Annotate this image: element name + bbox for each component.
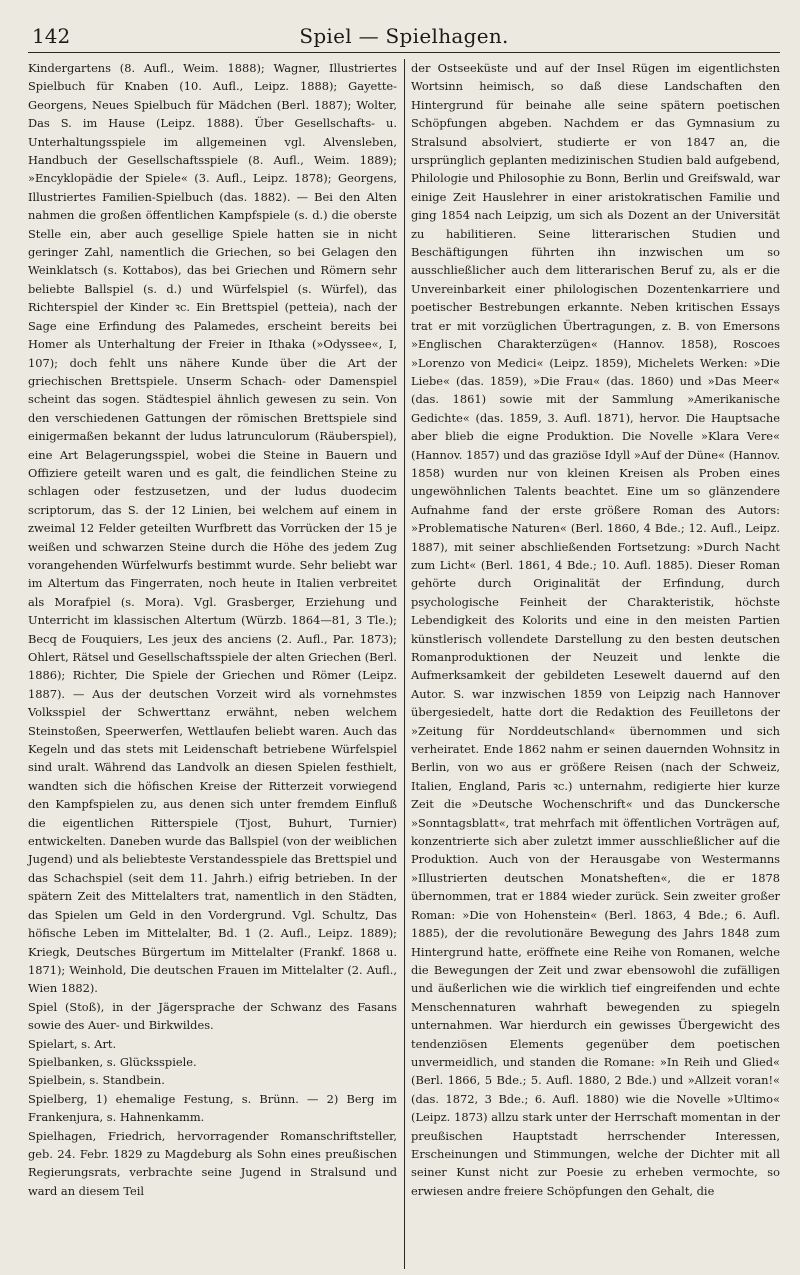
entry-spiel-jaeger: Spiel (Stoß), in der Jägersprache der Schwanz des Fasans sowie des Auer- und Birkwildes. xyxy=(28,999,397,1033)
entry-spielbein: Spielbein, s. Standbein. xyxy=(28,1073,165,1088)
left-column xyxy=(28,59,397,1269)
page-title: Spiel — Spielhagen. xyxy=(299,24,509,48)
paragraph-spielhagen-continued: der Ostseeküste und auf der Insel Rügen im eigentlichsten Wortsinn heimisch, so daß diese Landschaften den Hintergrund für beinahe alle seine spätern poetischen Schöpfungen abgeben. Nachdem er das Gymnasium zu Stralsund absolviert, studierte er von 1847 an, die ursprünglich geplanten medizinischen Studien bald aufgebend, Philologie und Philosophie zu Bonn, Berlin und Greifswald, war einige Zeit Hauslehrer in einer aristokratischen Familie und ging 1854 nach Leipzig, um sich als Dozent an der Universität zu habilitieren. Seine litterarischen Studien und Beschäftigungen führten ihn inzwischen um so ausschließlicher auch dem litterarischen Beruf zu, als er die Unvereinbarkeit einer philologischen Dozentenkarriere und poetischer Bestrebungen erkannte. Neben kritischen Essays trat er mit vorzüglichen Übertragungen, z. B. von Emersons »Englischen Charakterzügen« (Hannov. 1858), Roscoes »Lorenzo von Medici« (Leipz. 1859), Michelets Werken: »Die Liebe« (das. 1859), »Die Frau« (das. 1860) und »Das Meer« (das. 1861) sowie mit der Sammlung »Amerikanische Gedichte« (das. 1859, 3. Aufl. 1871), hervor. Die Hauptsache aber blieb die eigne Produktion. Die Novelle »Klara Vere« (Hannov. 1857) und das graziöse Idyll »Auf der Düne« (Hannov. 1858) wurden nur von kleinen Kreisen als Proben eines ungewöhnlichen Talents beachtet. Eine um so glänzendere Aufnahme fand der erste größere Roman des Autors: »Problematische Naturen« (Berl. 1860, 4 Bde.; 12. Aufl., Leipz. 1887), mit seiner abschließenden Fortsetzung: »Durch Nacht zum Licht« (Berl. 1861, 4 Bde.; 10. Aufl. 1885). Dieser Roman gehörte durch Originalität der Erfindung, durch psychologische Feinheit der Charakteristik, höchste Lebendigkeit des Kolorits und eine in den meisten Partien künstlerisch vollendete Darstellung zu den besten deutschen Romanproduktionen der Neuzeit und lenkte die Aufmerksamkeit der gebildeten Lesewelt dauernd auf den Autor. S. war inzwischen 1859 von Leipzig nach Hannover übergesiedelt, hatte dort die Redaktion des Feuilletons der »Zeitung für Norddeutschland« übernommen und sich verheiratet. Ende 1862 nahm er seinen dauernden Wohnsitz in Berlin, von wo aus er größere Reisen (nach der Schweiz, Italien, England, Paris ꝛc.) unternahm, redigierte hier kurze Zeit die »Deutsche Wochenschrift« und das Dunckersche »Sonntagsblatt«, trat mehrfach mit öffentlichen Vorträgen auf, konzentrierte sich aber zuletzt immer ausschließlicher auf die Produktion. Auch von der Herausgabe von Westermanns »Illustrierten deutschen Monatsheften«, die er 1878 übernommen, trat er 1884 wieder zurück. Sein zweiter großer Roman: »Die von Hohenstein« (Berl. 1863, 4 Bde.; 6. Aufl. 1885), der die revolutionäre Bewegung des Jahrs 1848 zum Hintergrund hatte, eröffnete eine Reihe von Romanen, welche die Bewegungen der Zeit und zwar ebensowohl die zufälligen und äußerlichen wie die wirklich tief eingreifenden und echte Menschennaturen wahrhaft bewegenden zu spiegeln unternahmen. War hierdurch ein gewisses Übergewicht des tendenziösen Elements gegenüber dem poetischen unvermeidlich, und standen die Romane: »In Reih und Glied« (Berl. 1866, 5 Bde.; 5. Aufl. 1880, 2 Bde.) und »Allzeit voran!« (das. 1872, 3 Bde.; 6. Aufl. 1880) wie die Novelle »Ultimo« (Leipz. 1873) allzu stark unter der Herrschaft momentan in der preußischen Hauptstadt herrschender Interessen, Erscheinungen und Stimmungen, welche der Dichter mit all seiner Kunst nicht zur Poesie zu erheben vermochte, so erwiesen andre freiere Schöpfungen den Gehalt, die xyxy=(411,61,780,1198)
entry-spielart: Spielart, s. Art. xyxy=(28,1036,117,1051)
page-number: 142 xyxy=(32,24,71,48)
entry-spielbanken: Spielbanken, s. Glücksspiele. xyxy=(28,1054,197,1069)
running-head xyxy=(28,18,780,53)
text-columns xyxy=(28,59,780,1269)
paragraph-spiel-continued: Kindergartens (8. Aufl., Weim. 1888); Wagner, Illustriertes Spielbuch für Knaben (10. Aufl., Leipz. 1888); Gayette-Georgens, Neues Spielbuch für Mädchen (Berl. 1887); Wolter, Das S. im Hause (Leipz. 1888). Über Gesellschafts- u. Unterhaltungsspiele im allgemeinen vgl. Alvensleben, Handbuch der Gesellschaftsspiele (8. Aufl., Weim. 1889); »Encyklopädie der Spiele« (3. Aufl., Leipz. 1878); Georgens, Illustriertes Familien-Spielbuch (das. 1882). — Bei den Alten nahmen die großen öffentlichen Kampfspiele (s. d.) die oberste Stelle ein, aber auch gesellige Spiele hatten sie in nicht geringer Zahl, namentlich die Griechen, so bei Gelagen den Weinklatsch (s. Kottabos), das bei Griechen und Römern sehr beliebte Ballspiel (s. d.) und Würfelspiel (s. Würfel), das Richterspiel der Kinder ꝛc. Ein Brettspiel (petteia), nach der Sage eine Erfindung des Palamedes, erscheint bereits bei Homer als Unterhaltung der Freier in Ithaka (»Odyssee«, I, 107); doch fehlt uns nähere Kunde über die Art der griechischen Brettspiele. Unserm Schach- oder Damenspiel scheint das sogen. Städtespiel ähnlich gewesen zu sein. Von den verschiedenen Gattungen der römischen Brettspiele sind einigermaßen bekannt der ludus latrunculorum (Räuberspiel), eine Art Belagerungsspiel, wobei die Steine in Bauern und Offiziere geteilt waren und es galt, die feindlichen Steine zu schlagen oder festzusetzen, und der ludus duodecim scriptorum, das S. der 12 Linien, bei welchem auf einem in zweimal 12 Felder geteilten Wurfbrett das Vorrücken der 15 je weißen und schwarzen Steine durch die Höhe des jedem Zug vorangehenden Würfelwurfs bestimmt wurde. Sehr beliebt war im Altertum das Fingerraten, noch heute in Italien verbreitet als Morafpiel (s. Mora). Vgl. Grasberger, Erziehung und Unterricht im klassischen Altertum (Würzb. 1864—81, 3 Tle.); Becq de Fouquiers, Les jeux des anciens (2. Aufl., Par. 1873); Ohlert, Rätsel und Gesellschaftsspiele der alten Griechen (Berl. 1886); Richter, Die Spiele der Griechen und Römer (Leipz. 1887). — Aus der deutschen Vorzeit wird als vornehmstes Volksspiel der Schwerttanz erwähnt, neben welchem Steinstoßen, Speerwerfen, Wettlaufen beliebt waren. Auch das Kegeln und das stets mit Leidenschaft betriebene Würfelspiel sind uralt. Während das Landvolk an diesen Spielen festhielt, wandten sich die höfischen Kreise der Ritterzeit vorwiegend den Kampfspielen zu, aus denen sich unter fremdem Einfluß die eigentlichen Ritterspiele (Tjost, Buhurt, Turnier) entwickelten. Daneben wurde das Ballspiel (von der weiblichen Jugend) und als beliebteste Verstandesspiele das Brettspiel und das Schachspiel (seit dem 11. Jahrh.) eifrig betrieben. In der spätern Zeit des Mittelalters trat, namentlich in den Städten, das Spielen um Geld in den Vordergrund. Vgl. Schultz, Das höfische Leben im Mittelalter, Bd. 1 (2. Aufl., Leipz. 1889); Kriegk, Deutsches Bürgertum im Mittelalter (Frankf. 1868 u. 1871); Weinhold, Die deutschen Frauen im Mittelalter (2. Aufl., Wien 1882). xyxy=(28,61,397,996)
entry-spielhagen: Spielhagen, Friedrich, hervorragender Romanschriftsteller, geb. 24. Febr. 1829 zu Magdeburg als Sohn eines preußischen Regierungsrats, verbrachte seine Jugend in Stralsund und ward an diesem Teil xyxy=(28,1128,397,1198)
entry-spielberg: Spielberg, 1) ehemalige Festung, s. Brünn. — 2) Berg im Frankenjura, s. Hahnenkamm. xyxy=(28,1091,397,1125)
right-column xyxy=(411,59,780,1269)
